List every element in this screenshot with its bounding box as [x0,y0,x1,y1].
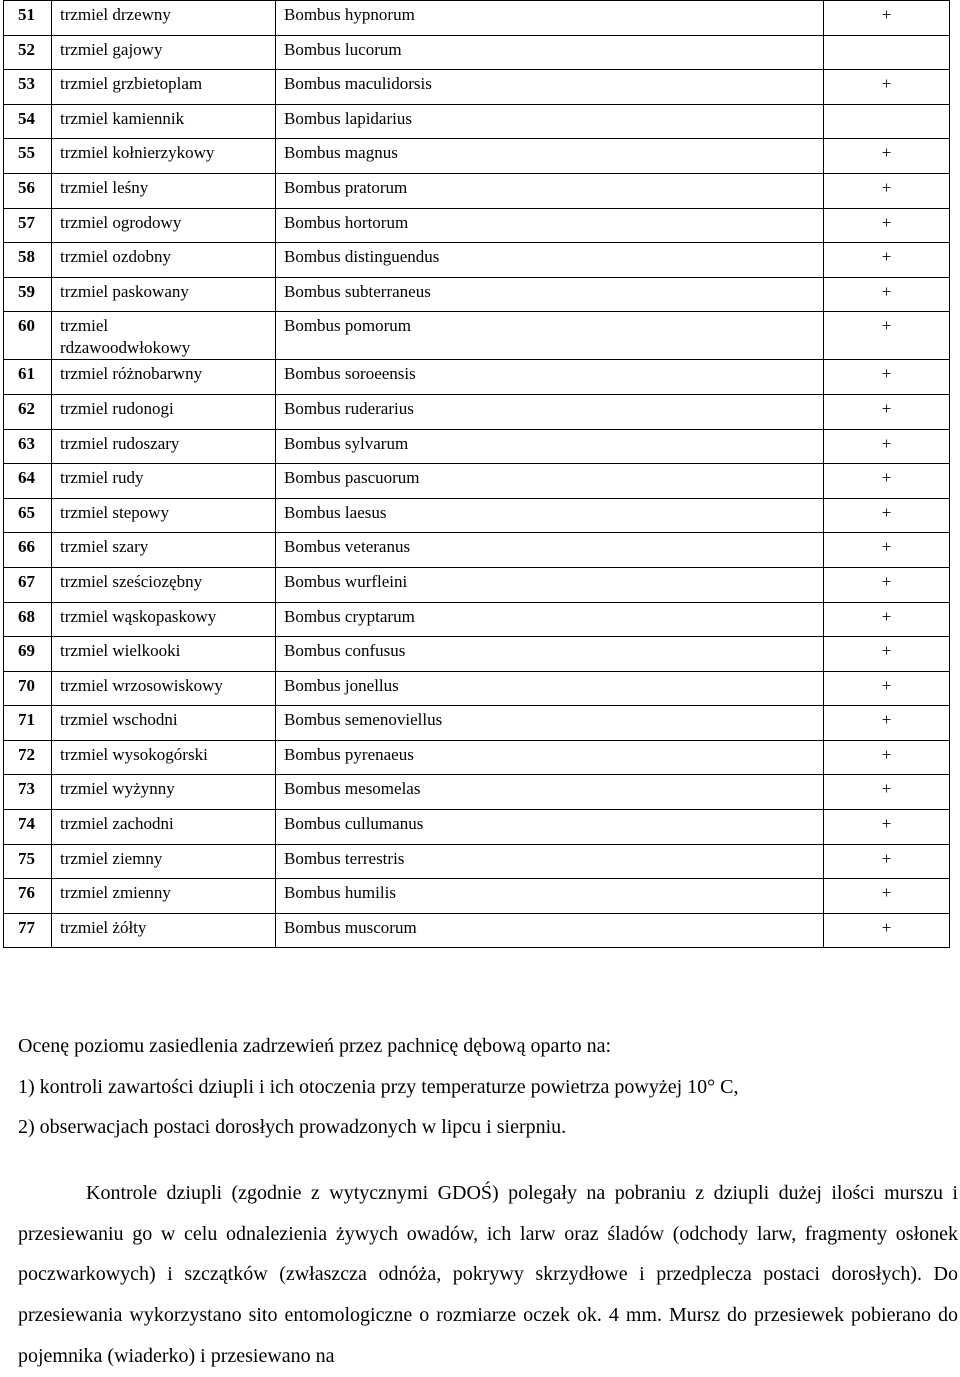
row-number: 77 [4,913,52,948]
latin-name: Bombus laesus [276,498,824,533]
row-number: 59 [4,277,52,312]
polish-name: trzmiel rudy [52,464,276,499]
presence-mark: + [824,360,950,395]
presence-mark: + [824,1,950,36]
presence-mark: + [824,913,950,948]
presence-mark: + [824,498,950,533]
latin-name: Bombus cullumanus [276,810,824,845]
polish-name: trzmiel kołnierzykowy [52,139,276,174]
polish-name-line-1: trzmiel [60,316,109,336]
polish-name: trzmiel wyżynny [52,775,276,810]
row-number: 69 [4,637,52,672]
table-row [4,35,950,70]
presence-mark: + [824,602,950,637]
row-number: 62 [4,394,52,429]
table-row [4,533,950,568]
latin-name: Bombus sylvarum [276,429,824,464]
species-table-body [4,1,950,948]
presence-mark: + [824,844,950,879]
table-row [4,139,950,174]
presence-mark: + [824,464,950,499]
table-row [4,498,950,533]
table-row [4,208,950,243]
presence-mark: + [824,810,950,845]
row-number: 66 [4,533,52,568]
row-number: 52 [4,35,52,70]
row-number: 64 [4,464,52,499]
polish-name: trzmiel różnobarwny [52,360,276,395]
presence-mark: + [824,879,950,914]
table-row [4,913,950,948]
polish-name: trzmiel drzewny [52,1,276,36]
table-row [4,637,950,672]
row-number: 61 [4,360,52,395]
table-row [4,844,950,879]
polish-name: trzmiel sześciozębny [52,567,276,602]
polish-name: trzmiel kamiennik [52,104,276,139]
latin-name: Bombus distinguendus [276,243,824,278]
evaluation-item-1: 1) kontroli zawartości dziupli i ich otoczenia przy temperaturze powietrza powyżej 10° C, [18,1075,739,1098]
presence-mark: + [824,740,950,775]
row-number: 63 [4,429,52,464]
latin-name: Bombus hypnorum [276,1,824,36]
polish-name: trzmiel szary [52,533,276,568]
presence-mark: + [824,312,950,360]
presence-mark: + [824,70,950,105]
polish-name: trzmiel wielkooki [52,637,276,672]
hollow-control-paragraph [18,1173,958,1377]
table-row [4,602,950,637]
table-row [4,360,950,395]
polish-name: trzmiel żółty [52,913,276,948]
table-row [4,243,950,278]
latin-name: Bombus magnus [276,139,824,174]
table-row [4,775,950,810]
table-row [4,740,950,775]
polish-name: trzmiel wysokogórski [52,740,276,775]
latin-name: Bombus terrestris [276,844,824,879]
evaluation-intro: Ocenę poziomu zasiedlenia zadrzewień przez pachnicę dębową oparto na: [18,1035,612,1057]
polish-name: trzmiel rudoszary [52,429,276,464]
row-number: 72 [4,740,52,775]
latin-name: Bombus mesomelas [276,775,824,810]
table-row [4,104,950,139]
presence-mark: + [824,775,950,810]
table-row [4,879,950,914]
table-row [4,173,950,208]
presence-mark: + [824,173,950,208]
row-number: 75 [4,844,52,879]
polish-name: trzmiel stepowy [52,498,276,533]
polish-name: trzmiel paskowany [52,277,276,312]
presence-mark [824,35,950,70]
table-row [4,671,950,706]
table-row [4,706,950,741]
latin-name: Bombus pratorum [276,173,824,208]
row-number: 56 [4,173,52,208]
row-number: 54 [4,104,52,139]
latin-name: Bombus pyrenaeus [276,740,824,775]
row-number: 57 [4,208,52,243]
evaluation-item-2: 2) obserwacjach postaci dorosłych prowadzonych w lipcu i sierpniu. [18,1116,567,1138]
polish-name: trzmiel zmienny [52,879,276,914]
row-number: 74 [4,810,52,845]
polish-name [52,312,276,360]
polish-name: trzmiel rudonogi [52,394,276,429]
table-row [4,277,950,312]
table-row [4,1,950,36]
table-row [4,70,950,105]
hollow-control-text: Kontrole dziupli (zgodnie z wytycznymi GDOŚ) polegały na pobraniu z dziupli dużej ilości murszu i przesiewaniu go w celu odnalezienia żywych owadów, ich larw oraz śladów (odchody larw, fragmenty osłonek poczwarkowych) i szczątków (zwłaszcza odnóża, pokrywy skrzydłowe i przedplecza postaci dorosłych). Do przesiewania wykorzystano sito entomologiczne o rozmiarze oczek ok. 4 mm. Mursz do przesiewek pobierano do pojemnika (wiaderko) i przesiewano na [18,1182,958,1367]
latin-name: Bombus semenoviellus [276,706,824,741]
presence-mark: + [824,567,950,602]
presence-mark: + [824,706,950,741]
polish-name: trzmiel ozdobny [52,243,276,278]
latin-name: Bombus hortorum [276,208,824,243]
presence-mark: + [824,671,950,706]
presence-mark: + [824,533,950,568]
table-row [4,567,950,602]
presence-mark: + [824,429,950,464]
presence-mark: + [824,394,950,429]
latin-name: Bombus maculidorsis [276,70,824,105]
latin-name: Bombus cryptarum [276,602,824,637]
presence-mark: + [824,139,950,174]
row-number: 67 [4,567,52,602]
latin-name: Bombus ruderarius [276,394,824,429]
presence-mark: + [824,637,950,672]
row-number: 76 [4,879,52,914]
row-number: 68 [4,602,52,637]
table-row [4,810,950,845]
latin-name: Bombus humilis [276,879,824,914]
latin-name: Bombus wurfleini [276,567,824,602]
polish-name: trzmiel wschodni [52,706,276,741]
presence-mark [824,104,950,139]
row-number: 53 [4,70,52,105]
latin-name: Bombus pascuorum [276,464,824,499]
latin-name: Bombus soroeensis [276,360,824,395]
latin-name: Bombus subterraneus [276,277,824,312]
polish-name: trzmiel ogrodowy [52,208,276,243]
latin-name: Bombus confusus [276,637,824,672]
polish-name: trzmiel zachodni [52,810,276,845]
latin-name: Bombus pomorum [276,312,824,360]
table-row [4,394,950,429]
row-number: 60 [4,312,52,360]
presence-mark: + [824,277,950,312]
polish-name: trzmiel gajowy [52,35,276,70]
evaluation-paragraph [18,1026,958,1148]
polish-name: trzmiel wrzosowiskowy [52,671,276,706]
polish-name: trzmiel ziemny [52,844,276,879]
polish-name-line-2: rdzawoodwłokowy [60,338,191,358]
polish-name: trzmiel leśny [52,173,276,208]
latin-name: Bombus lucorum [276,35,824,70]
table-row [4,312,950,360]
latin-name: Bombus muscorum [276,913,824,948]
presence-mark: + [824,243,950,278]
row-number: 51 [4,1,52,36]
polish-name: trzmiel grzbietoplam [52,70,276,105]
row-number: 73 [4,775,52,810]
polish-name: trzmiel wąskopaskowy [52,602,276,637]
row-number: 70 [4,671,52,706]
species-table [3,0,950,948]
latin-name: Bombus jonellus [276,671,824,706]
table-row [4,429,950,464]
latin-name: Bombus veteranus [276,533,824,568]
row-number: 55 [4,139,52,174]
row-number: 71 [4,706,52,741]
presence-mark: + [824,208,950,243]
table-row [4,464,950,499]
row-number: 58 [4,243,52,278]
latin-name: Bombus lapidarius [276,104,824,139]
row-number: 65 [4,498,52,533]
